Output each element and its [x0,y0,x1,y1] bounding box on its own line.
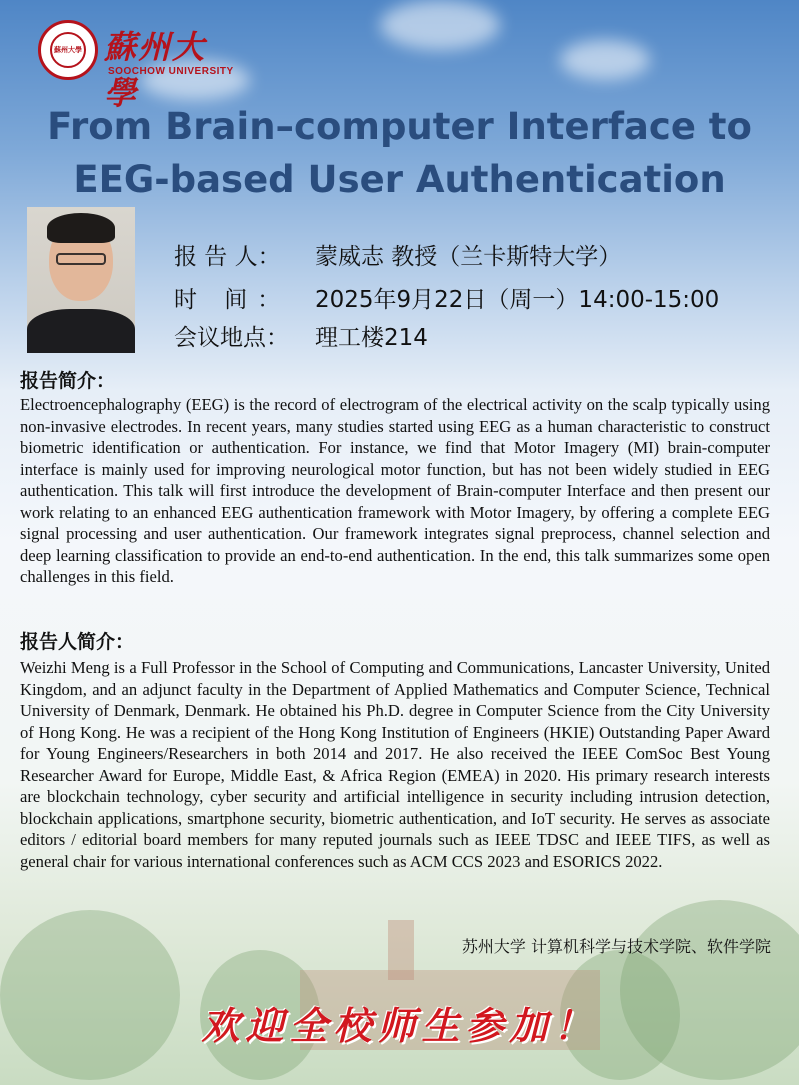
reporter-label: 报 告 人： [174,244,281,270]
time-label: 时 间： [174,287,291,313]
logo-name-en: SOOCHOW UNIVERSITY [108,66,234,77]
venue-label: 会议地点： [174,325,289,351]
cloud-decoration [560,40,650,80]
university-seal-icon: 蘇州大學 [38,20,98,80]
info-reporter [174,238,621,271]
abstract-heading: 报告简介： [20,370,116,392]
campus-scene [0,890,799,1085]
reporter-value: 蒙威志 教授（兰卡斯特大学） [315,244,622,270]
abstract-text: Electroencephalography (EEG) is the record of electrogram of the electrical activity on the scalp typically using non-invasive electrodes. In recent years, many studies started using EEG as a human characteristic to construct biometric identification or authentication. For instance, we find that Motor Imagery (MI) brain-computer interface is mainly used for improving neurological motor function, but has not been widely studied in EEG authentication. This talk will first introduce the development of Brain-computer Interface and then present our work relating to an enhanced EEG authentication framework with Motor Imagery, by offering a complete EEG signal processing and user authentication. Our framework integrates signal preprocess, channel selection and deep learning classification to provide an end-to-end authentication. In the end, this talk summarizes some open challenges in this field. [20,395,770,586]
organizer-text: 苏州大学 计算机科学与技术学院、软件学院 [461,937,771,956]
speaker-photo [27,207,135,353]
welcome-banner: 欢迎全校师生参加！ [201,1003,598,1048]
bio-heading: 报告人简介： [20,631,135,653]
talk-title-line1: From Brain–computer Interface to [47,105,752,148]
cloud-decoration [380,0,500,50]
logo-name-cn: 蘇州大學 [104,28,207,112]
talk-title-line2: EEG-based User Authentication [73,158,726,201]
info-time [174,281,719,314]
bio-text: Weizhi Meng is a Full Professor in the School of Computing and Communications, Lancaster University, United Kingdom, and an adjunct faculty in the Department of Applied Mathematics and Computer Science, Technical University of Denmark, Denmark. He obtained his Ph.D. degree in Computer Science from the City University of Hong Kong. He was a recipient of the Hong Kong Institution of Engineers (HKIE) Outstanding Paper Award for Young Engineers/Researchers in both 2014 and 2017. He also received the IEEE ComSoc Best Young Researcher Award for Europe, Middle East, & Africa Region (EMEA) in 2020. His primary research interests are blockchain technology, cyber security and artificial intelligence in security including intrusion detection, blockchain applications, smartphone security, biometric authentication, and IoT security. He serves as associate editors / editorial board members for many reputed journals such as IEEE TDSC and IEEE TIFS, as well as general chair for various international conferences such as ACM CCS 2023 and ESORICS 2022. [20,658,770,871]
venue-value: 理工楼214 [315,325,428,351]
time-value: 2025年9月22日（周一）14:00-15:00 [315,287,720,313]
university-logo [38,20,238,112]
info-venue [174,319,428,352]
talk-title [0,100,799,206]
